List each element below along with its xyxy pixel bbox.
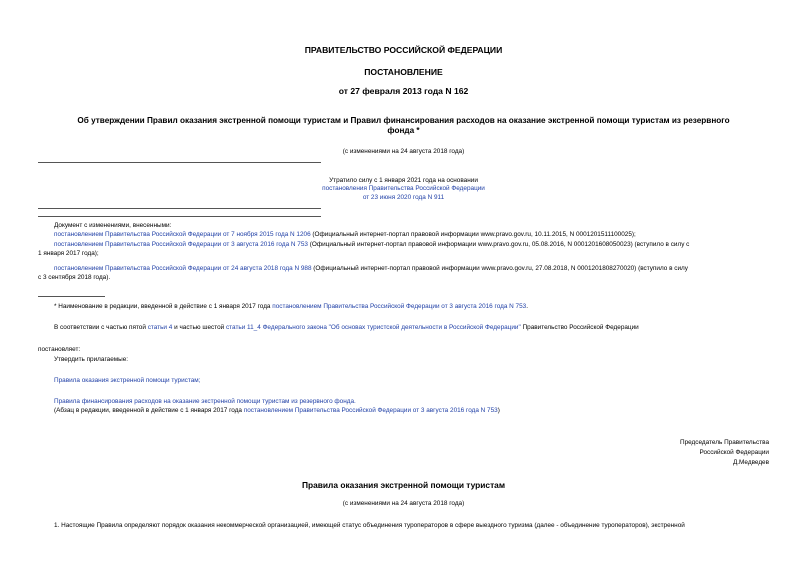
change-text: (Официальный интернет-портал правовой информации www.pravo.gov.ru, 05.08.2016, N 0001201608050023) (вступило в силу с	[307, 241, 690, 248]
edition-text: (Абзац в редакции, введенной в действие с 1 января 2017 года	[54, 407, 244, 414]
edition-link[interactable]: постановлением Правительства Российской Федерации от 3 августа 2016 года N 753	[243, 407, 498, 414]
divider	[38, 216, 321, 217]
change-continuation: 1 января 2017 года);	[38, 250, 99, 257]
document-title-line2: фонда *	[387, 126, 420, 135]
rules-title: Правила оказания экстренной помощи туристам	[301, 480, 506, 490]
change-link[interactable]: постановлением Правительства Российской Федерации от 24 августа 2018 года N 988	[54, 265, 312, 272]
expired-notice: Утратило силу с 1 января 2021 года на основании	[329, 177, 478, 184]
footnote	[54, 303, 528, 311]
rules-amendment-note: (с изменениями на 24 августа 2018 года)	[342, 500, 465, 507]
change-item	[54, 231, 636, 239]
resolves-text: постановляет:	[38, 346, 81, 353]
preamble-text: В соответствии с частью пятой	[54, 324, 148, 331]
footnote-end: .	[526, 303, 529, 310]
footnote-divider	[38, 296, 105, 297]
government-heading: ПРАВИТЕЛЬСТВО РОССИЙСКОЙ ФЕДЕРАЦИИ	[304, 45, 503, 55]
preamble-text: и частью шестой	[172, 324, 226, 331]
expired-link-date[interactable]: от 23 июня 2020 года N 911	[362, 194, 445, 201]
document-title-line1: Об утверждении Правил оказания экстренной помощи туристам и Правил финансирования расходов на оказание экстренной помощи туристам из резервного	[77, 116, 730, 125]
approve-text: Утвердить прилагаемые:	[54, 356, 129, 363]
federal-law-link[interactable]: статьи 11_4 Федерального закона "Об основах туристской деятельности в Российской Федерации"	[225, 324, 521, 331]
change-text: (Официальный интернет-портал правовой информации www.pravo.gov.ru, 27.08.2018, N 0001201808270020) (вступило в силу	[311, 265, 688, 272]
change-text: (Официальный интернет-портал правовой информации www.pravo.gov.ru, 10.11.2015, N 0001201511100025);	[310, 231, 636, 238]
signature-name: Д.Медведев	[732, 459, 769, 466]
signature-org: Российской Федерации	[699, 449, 769, 456]
rules-paragraph-1: 1. Настоящие Правила определяют порядок оказания некоммерческой организацией, имеющей статус объединения туроператоров в сфере выездного туризма (далее - объединение туроператоров), экстренной	[54, 522, 685, 529]
article-4-link[interactable]: статьи 4	[147, 324, 173, 331]
rules-financing-link[interactable]: Правила финансирования расходов на оказание экстренной помощи туристам из резервного фонда.	[54, 398, 356, 405]
preamble-text: Правительство Российской Федерации	[520, 324, 639, 331]
change-link[interactable]: постановлением Правительства Российской Федерации от 3 августа 2016 года N 753	[54, 241, 308, 248]
document-date-number: от 27 февраля 2013 года N 162	[338, 86, 469, 96]
change-item	[54, 241, 689, 249]
amendment-note: (с изменениями на 24 августа 2018 года)	[342, 148, 465, 155]
change-item	[54, 265, 688, 273]
rules-assistance-link[interactable]: Правила оказания экстренной помощи туристам;	[54, 377, 201, 384]
paragraph-edition-note	[54, 407, 500, 415]
divider	[38, 162, 321, 163]
edition-text: )	[497, 407, 500, 414]
expired-link-decree[interactable]: постановления Правительства Российской Федерации	[322, 185, 485, 192]
preamble-paragraph	[54, 324, 639, 332]
footnote-link[interactable]: постановлением Правительства Российской Федерации от 3 августа 2016 года N 753	[272, 303, 527, 310]
change-link[interactable]: постановлением Правительства Российской Федерации от 7 ноября 2015 года N 1206	[54, 231, 311, 238]
change-continuation: с 3 сентября 2018 года).	[38, 274, 111, 281]
divider	[38, 208, 321, 209]
signature-title: Председатель Правительства	[680, 439, 769, 446]
document-type: ПОСТАНОВЛЕНИЕ	[364, 67, 443, 77]
changes-intro: Документ с изменениями, внесенными:	[54, 222, 172, 229]
footnote-text: * Наименование в редакции, введенной в действие с 1 января 2017 года	[54, 303, 273, 310]
